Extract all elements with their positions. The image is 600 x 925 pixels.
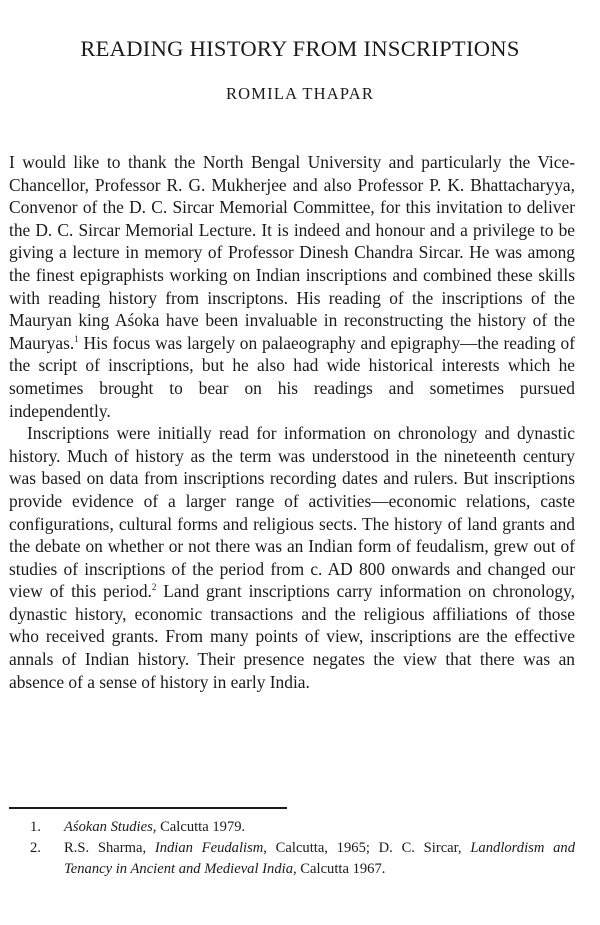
paragraph-1-text-b: His focus was largely on palaeography and epigraphy—the reading of the script of inscriptions, but he also had wide historical interests which he sometimes brought to bear on his readings and sometimes pursued independently.	[9, 332, 575, 421]
footnote-1	[30, 817, 575, 838]
footnote-ref-1[interactable]: 1	[74, 333, 79, 344]
footnote-2-title-2: Landlordism and Tenancy in Ancient and Medieval India	[64, 840, 575, 877]
paragraph-1	[9, 151, 575, 422]
paragraph-2-text-a: Inscriptions were initially read for information on chronology and dynastic history. Much of history as the term was understood in the nineteenth century was based on data from inscriptions recording dates and rulers. But inscriptions provide evidence of a larger range of activities—economic relations, caste configurations, cultural forms and religious sects. The history of land grants and the debate on whether or not there was an Indian form of feudalism, grew out of studies of inscriptions of the period from c. AD 800 onwards and changed our view of this period.	[9, 423, 575, 602]
paragraph-2-text-b: Land grant inscriptions carry information on chronology, dynastic history, economic transactions and the religious affiliations of those who received grants. From many points of view, inscriptions are the effective annals of Indian history. Their presence negates the view that there was an absence of a sense of history in early India.	[9, 581, 575, 692]
author-name: ROMILA THAPAR	[225, 84, 375, 103]
footnote-1-number: 1.	[30, 819, 41, 835]
footnote-ref-2[interactable]: 2	[151, 582, 157, 593]
footnote-1-details: , Calcutta 1979.	[152, 819, 246, 835]
footnote-2-end: , Calcutta 1967.	[293, 861, 386, 877]
footnote-divider	[9, 807, 287, 809]
footnotes-list	[30, 817, 575, 880]
footnote-2-details: , Calcutta, 1965; D. C. Sircar,	[263, 840, 471, 856]
footnote-1-title: Aśokan Studies	[64, 819, 153, 835]
footnote-2-title-1: Indian Feudalism	[154, 840, 264, 856]
article-title: READING HISTORY FROM INSCRIPTIONS	[80, 36, 520, 61]
footnote-2-number: 2.	[30, 840, 41, 856]
footnote-2	[30, 838, 575, 880]
footnote-2-author: R.S. Sharma,	[64, 840, 155, 856]
paragraph-1-text-a: I would like to thank the North Bengal University and particularly the Vice-Chancellor, Professor R. G. Mukherjee and also Professor P. K. Bhattacharyya, Convenor of the D. C. Sircar Memorial Committee, for this invitation to deliver the D. C. Sircar Memorial Lecture. It is indeed and honour and a privilege to be giving a lecture in memory of Professor Dinesh Chandra Sircar. He was among the finest epigraphists working on Indian inscriptions and combined these skills with reading history from inscriptons. His reading of the inscriptions of the Mauryan king Aśoka have been invaluable in reconstructing the history of the Mauryas.	[9, 152, 575, 353]
article-body	[9, 151, 575, 693]
paragraph-2	[9, 422, 575, 693]
